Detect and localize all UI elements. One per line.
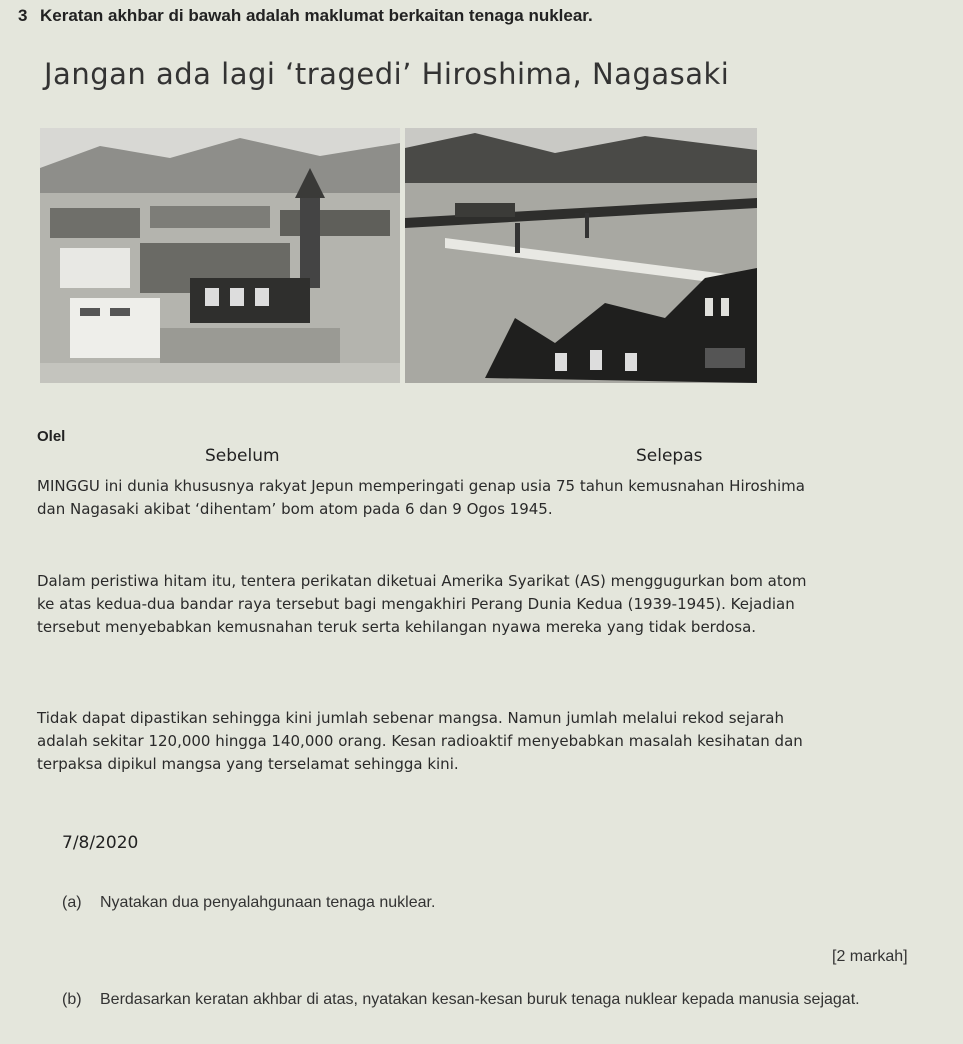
photo-before [40, 128, 400, 383]
photo-before-caption: Sebelum [205, 446, 280, 466]
question-intro: Keratan akhbar di bawah adalah maklumat berkaitan tenaga nuklear. [40, 6, 593, 25]
question-a-marks: [2 markah] [832, 948, 908, 965]
question-number: 3 [18, 6, 28, 25]
article-paragraph: Tidak dapat dipastikan sehingga kini jumlah sebenar mangsa. Namun jumlah melalui rekod sejarah adalah sekitar 120,000 hingga 140,000 orang. Kesan radioaktif menyebabkan masalah kesihatan dan terpaksa dipikul mangsa yang terselamat sehingga kini. [37, 709, 803, 773]
article-byline: Olel [37, 428, 66, 445]
question-a-label: (a) [62, 894, 82, 911]
article-headline: Jangan ada lagi ‘tragedi’ Hiroshima, Nagasaki [44, 57, 730, 91]
photo-after [405, 128, 757, 383]
question-b [62, 990, 932, 1010]
question-a [62, 894, 922, 912]
question-b-text: Berdasarkan keratan akhbar di atas, nyatakan kesan-kesan buruk tenaga nuklear kepada manusia sejagat. [100, 991, 860, 1008]
article-paragraph: MINGGU ini dunia khususnya rakyat Jepun memperingati genap usia 75 tahun kemusnahan Hiroshima dan Nagasaki akibat ‘dihentam’ bom atom pada 6 dan 9 Ogos 1945. [37, 477, 805, 518]
question-b-label: (b) [62, 991, 82, 1008]
question-a-text: Nyatakan dua penyalahgunaan tenaga nuklear. [100, 894, 436, 911]
photo-after-caption: Selepas [636, 446, 703, 466]
city-after-image [405, 128, 757, 383]
article-paragraph: Dalam peristiwa hitam itu, tentera perikatan diketuai Amerika Syarikat (AS) menggugurkan bom atom ke atas kedua-dua bandar raya tersebut bagi mengakhiri Perang Dunia Kedua (1939-1945). Kejadian tersebut menyebabkan kemusnahan teruk serta kehilangan nyawa mereka yang tidak berdosa. [37, 572, 807, 636]
article-date: 7/8/2020 [62, 833, 139, 853]
city-before-image [40, 128, 400, 383]
